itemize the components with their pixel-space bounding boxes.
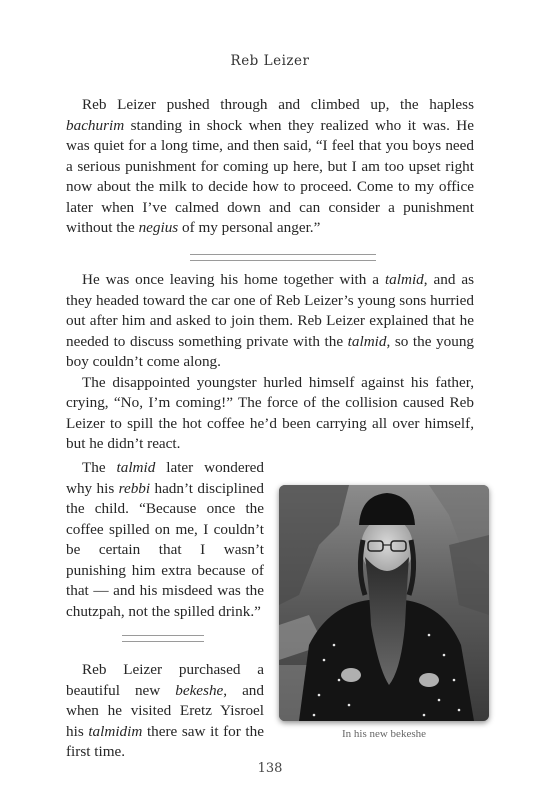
paragraph bbox=[66, 95, 474, 239]
text-run: , and as they headed toward the car one of Reb Leizer’s young sons hurried out after him and asked to join them. Reb Leizer explained that he needed to discuss something private with the bbox=[66, 271, 474, 350]
text-block-top bbox=[66, 95, 474, 239]
running-head: Reb Leizer bbox=[230, 53, 310, 69]
text-run: later wondered why his bbox=[66, 459, 264, 497]
text-run: Reb Leizer purchased a beautiful new bbox=[66, 661, 264, 699]
text-block-middle bbox=[66, 270, 474, 455]
italic-term: talmid bbox=[347, 332, 387, 350]
section-divider bbox=[190, 254, 376, 261]
portrait-photo-icon bbox=[279, 485, 489, 721]
text-run: hadn’t disciplined the child. “Because once the coffee spilled on me, I couldn’t be certain that I wasn’t punishing him extra because of that — and his misdeed was the chutzpah, not the spilled drink.” bbox=[66, 479, 264, 620]
text-run: The bbox=[82, 459, 117, 476]
italic-term: bekeshe bbox=[175, 681, 224, 699]
portrait-photo bbox=[279, 485, 489, 721]
italic-term: talmid bbox=[384, 271, 424, 288]
italic-term: talmid bbox=[116, 459, 156, 476]
italic-term: negius bbox=[138, 219, 179, 236]
text-run: He was once leaving his home together with a bbox=[82, 271, 385, 288]
italic-term: talmidim bbox=[88, 722, 143, 740]
paragraph bbox=[66, 270, 474, 373]
text-run: of my personal anger.” bbox=[178, 219, 321, 236]
text-run: there saw it for the first time. bbox=[66, 722, 264, 760]
paragraph bbox=[66, 660, 264, 763]
text-run: , so the young boy couldn’t come along. bbox=[66, 332, 475, 370]
page-number: 138 bbox=[257, 761, 283, 776]
paragraph bbox=[66, 458, 264, 622]
section-divider-small bbox=[122, 635, 204, 642]
text-run: standing in shock when they realized who it was. He was quiet for a long time, and then said, “I feel that you boys need a serious punishment for coming up here, but I am too upset right now about the milk to decide how to proceed. Come to my office later when I’ve calmed down and can consider a punishment without the bbox=[66, 116, 474, 236]
text-run: Reb Leizer pushed through and climbed up, the hapless bbox=[82, 96, 474, 113]
photo-caption: In his new bekeshe bbox=[341, 728, 426, 740]
text-run: , and when he visited Eretz Yisroel his bbox=[66, 681, 264, 740]
italic-term: rebbi bbox=[118, 479, 151, 497]
italic-term: bachurim bbox=[66, 116, 125, 134]
text-column-left bbox=[66, 458, 264, 760]
paragraph: The disappointed youngster hurled himself against his father, crying, “No, I’m coming!” The force of the collision caused Reb Leizer to spill the hot coffee he’d been carrying all over himself, but he didn’t react. bbox=[66, 373, 474, 452]
